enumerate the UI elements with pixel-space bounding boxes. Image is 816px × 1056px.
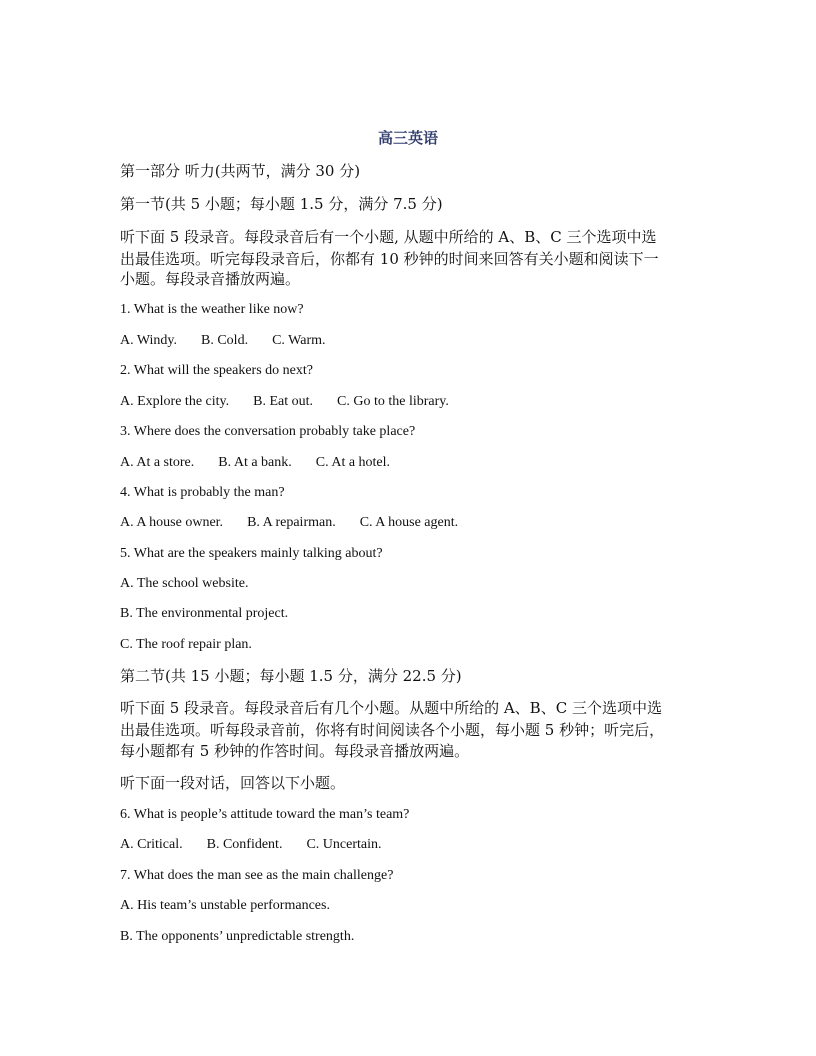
section2-instructions-line-2: 出最佳选项。听每段录音前，你将有时间阅读各个小题，每小题 5 秒钟；听完后， [120, 721, 665, 739]
question-2: 2. What will the speakers do next? [120, 363, 313, 378]
q1-option-a: A. Windy. [120, 333, 177, 348]
q5-option-c: C. The roof repair plan. [120, 637, 252, 652]
question-5: 5. What are the speakers mainly talking about? [120, 546, 383, 561]
q1-option-c: C. Warm. [272, 333, 326, 348]
question-2-options [120, 391, 700, 413]
q2-option-c: C. Go to the library. [337, 394, 449, 409]
section2-instructions-line-1: 听下面 5 段录音。每段录音后有几个小题。从题中所给的 A、B、C 三个选项中选 [120, 699, 662, 717]
q3-option-a: A. At a store. [120, 455, 195, 470]
dialogue-intro: 听下面一段对话，回答以下小题。 [120, 774, 346, 792]
q5-option-a: A. The school website. [120, 576, 249, 591]
question-4: 4. What is probably the man? [120, 485, 285, 500]
question-4-options [120, 512, 700, 534]
q6-option-b: B. Confident. [206, 837, 283, 852]
section1-instructions-line-1: 听下面 5 段录音。每段录音后有一个小题, 从题中所给的 A、B、C 三个选项中选 [120, 228, 657, 246]
question-6: 6. What is people’s attitude toward the man’s team? [120, 807, 410, 822]
section1-instructions-line-2: 出最佳选项。听完每段录音后，你都有 10 秒钟的时间来回答有关小题和阅读下一 [120, 250, 659, 268]
q4-option-c: C. A house agent. [359, 515, 459, 530]
q3-option-b: B. At a bank. [218, 455, 292, 470]
q7-option-a: A. His team’s unstable performances. [120, 898, 330, 913]
q4-option-a: A. A house owner. [120, 515, 224, 530]
q3-option-c: C. At a hotel. [315, 455, 391, 470]
q2-option-b: B. Eat out. [253, 394, 314, 409]
q6-option-a: A. Critical. [120, 837, 183, 852]
question-3: 3. Where does the conversation probably take place? [120, 424, 416, 439]
section2-instructions-line-3: 每小题都有 5 秒钟的作答时间。每段录音播放两遍。 [120, 742, 470, 760]
q6-option-c: C. Uncertain. [306, 837, 382, 852]
q1-option-b: B. Cold. [201, 333, 249, 348]
page-title: 高三英语 [377, 129, 438, 147]
question-1: 1. What is the weather like now? [120, 302, 304, 317]
section2-heading: 第二节(共 15 小题；每小题 1.5 分，满分 22.5 分) [120, 667, 462, 685]
section1-instructions-line-3: 小题。每段录音播放两遍。 [120, 270, 301, 288]
q2-option-a: A. Explore the city. [120, 394, 230, 409]
question-3-options [120, 452, 700, 474]
part1-heading: 第一部分 听力(共两节，满分 30 分) [120, 162, 361, 180]
question-1-options [120, 330, 700, 352]
question-7: 7. What does the man see as the main challenge? [120, 868, 394, 883]
question-6-options [120, 834, 700, 856]
q4-option-b: B. A repairman. [247, 515, 336, 530]
q5-option-b: B. The environmental project. [120, 606, 289, 621]
q7-option-b: B. The opponents’ unpredictable strength. [120, 929, 355, 944]
section1-heading: 第一节(共 5 小题；每小题 1.5 分，满分 7.5 分) [120, 195, 443, 213]
